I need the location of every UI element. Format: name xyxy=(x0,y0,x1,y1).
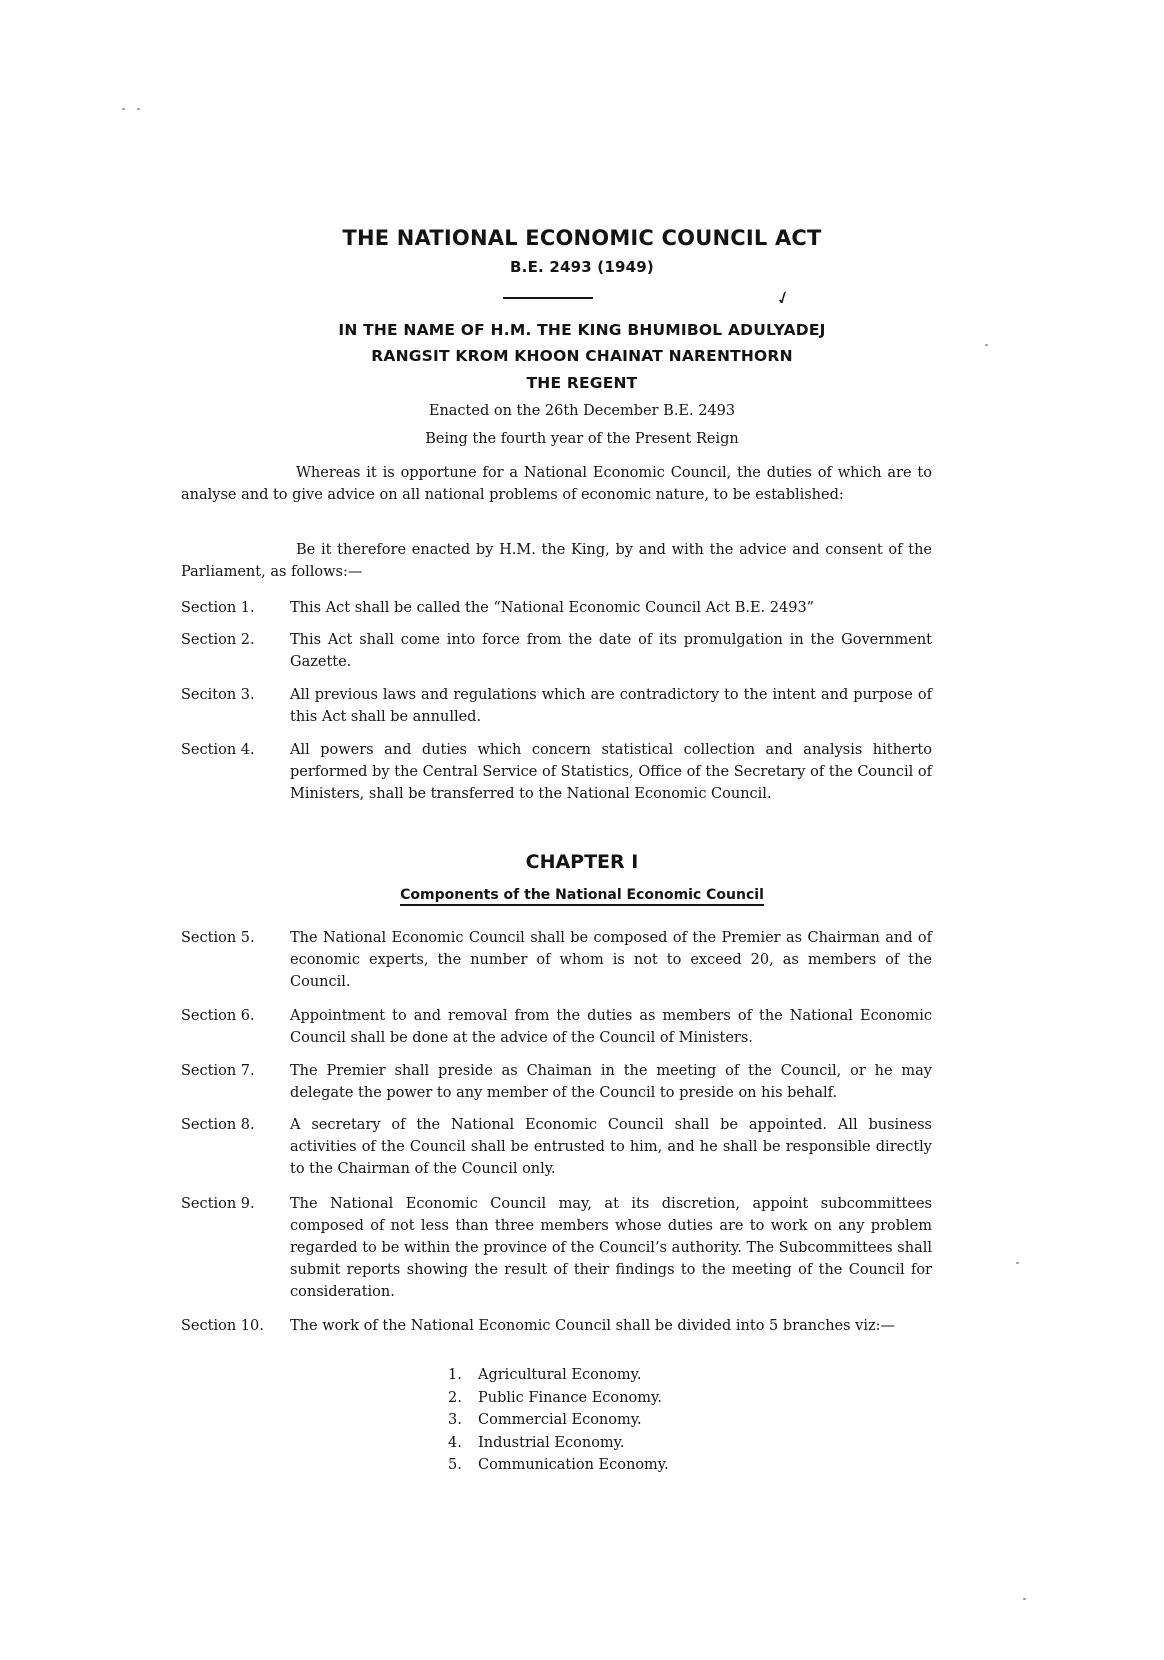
section-10 xyxy=(181,1315,932,1337)
branch-list xyxy=(448,1364,669,1477)
section-label: Section 8. xyxy=(181,1117,255,1133)
section-text: The work of the National Economic Council shall be divided into 5 branches viz:— xyxy=(290,1318,896,1334)
royal-name-line-2: RANGSIT KROM KHOON CHAINAT NARENTHORN xyxy=(371,347,793,365)
scan-speck xyxy=(985,344,988,346)
section-4 xyxy=(181,739,932,805)
section-8 xyxy=(181,1114,932,1180)
whereas-paragraph: Whereas it is opportune for a National Economic Council, the duties of which are to analyse and to give advice on all national problems of economic nature, to be established: xyxy=(181,465,932,503)
scan-speck xyxy=(122,108,125,110)
branch-number: 2. xyxy=(448,1389,462,1406)
act-year: B.E. 2493 (1949) xyxy=(510,258,654,276)
section-label: Section 7. xyxy=(181,1063,255,1079)
royal-name-line-3: THE REGENT xyxy=(526,374,638,392)
section-text: All previous laws and regulations which are contradictory to the intent and purpose of this Act shall be annulled. xyxy=(290,687,932,725)
section-text: A secretary of the National Economic Council shall be appointed. All business activities of the Council shall be entrusted to him, and he shall be responsible directly to the Chairman of the Council only. xyxy=(290,1117,932,1177)
branch-name: Public Finance Economy. xyxy=(478,1389,662,1406)
chapter-title: CHAPTER I xyxy=(525,851,639,873)
branch-number: 3. xyxy=(448,1412,462,1428)
branch-item xyxy=(448,1454,669,1477)
branch-item xyxy=(448,1409,669,1432)
section-label: Section 10. xyxy=(181,1318,264,1334)
section-label: Section 6. xyxy=(181,1008,255,1024)
royal-name-line-1: IN THE NAME OF H.M. THE KING BHUMIBOL ADULYADEJ xyxy=(338,321,826,339)
enacted-date: Enacted on the 26th December B.E. 2493 xyxy=(428,403,736,419)
section-label: Section 9. xyxy=(181,1196,255,1212)
section-5 xyxy=(181,927,932,993)
section-text: This Act shall be called the “National Economic Council Act B.E. 2493” xyxy=(290,600,815,616)
section-text: This Act shall come into force from the date of its promulgation in the Government Gazette. xyxy=(290,632,932,670)
section-label: Seciton 3. xyxy=(181,687,255,703)
section-6 xyxy=(181,1005,932,1049)
enactment-paragraph: Be it therefore enacted by H.M. the King, by and with the advice and consent of the Parliament, as follows:— xyxy=(181,542,932,580)
section-text: The Premier shall preside as Chaiman in the meeting of the Council, or he may delegate the power to any member of the Council to preside on his behalf. xyxy=(290,1063,932,1101)
section-7 xyxy=(181,1060,932,1104)
section-label: Section 5. xyxy=(181,930,255,946)
reign-year: Being the fourth year of the Present Reign xyxy=(425,431,739,447)
branch-number: 1. xyxy=(448,1367,462,1383)
branch-name: Commercial Economy. xyxy=(478,1412,642,1428)
act-title: THE NATIONAL ECONOMIC COUNCIL ACT xyxy=(342,226,822,250)
scan-speck xyxy=(1023,1598,1026,1600)
branch-item xyxy=(448,1387,669,1410)
check-mark: ✓ xyxy=(772,286,795,311)
section-label: Section 4. xyxy=(181,742,255,758)
branch-name: Communication Economy. xyxy=(478,1457,669,1473)
title-divider xyxy=(503,297,593,299)
branch-name: Industrial Economy. xyxy=(478,1434,625,1451)
section-2 xyxy=(181,629,932,673)
section-label: Section 2. xyxy=(181,632,255,648)
section-label: Section 1. xyxy=(181,600,255,616)
section-text: The National Economic Council shall be composed of the Premier as Chairman and of economic experts, the number of whom is not to exceed 20, as members of the Council. xyxy=(290,930,932,990)
section-text: Appointment to and removal from the duties as members of the National Economic Council shall be done at the advice of the Council of Ministers. xyxy=(290,1008,932,1046)
section-9 xyxy=(181,1193,932,1303)
branch-name: Agricultural Economy. xyxy=(478,1367,642,1383)
scan-speck xyxy=(137,108,140,110)
branch-item xyxy=(448,1432,669,1455)
chapter-subtitle xyxy=(0,887,1164,903)
chapter-subtitle-text: Components of the National Economic Council xyxy=(400,887,764,906)
branch-number: 5. xyxy=(448,1457,462,1473)
section-1 xyxy=(181,597,932,619)
scan-speck xyxy=(1016,1262,1019,1264)
branch-number: 4. xyxy=(448,1434,462,1451)
branch-item xyxy=(448,1364,669,1387)
section-text: The National Economic Council may, at its discretion, appoint subcommittees composed of not less than three members whose duties are to work on any problem regarded to be within the province of the Council’s authority. The Subcommittees shall submit reports showing the result of their findings to the meeting of the Council for consideration. xyxy=(290,1196,932,1300)
section-text: All powers and duties which concern statistical collection and analysis hitherto performed by the Central Service of Statistics, Office of the Secretary of the Council of Ministers, shall be transferred to the National Economic Council. xyxy=(290,742,932,802)
section-3 xyxy=(181,684,932,728)
